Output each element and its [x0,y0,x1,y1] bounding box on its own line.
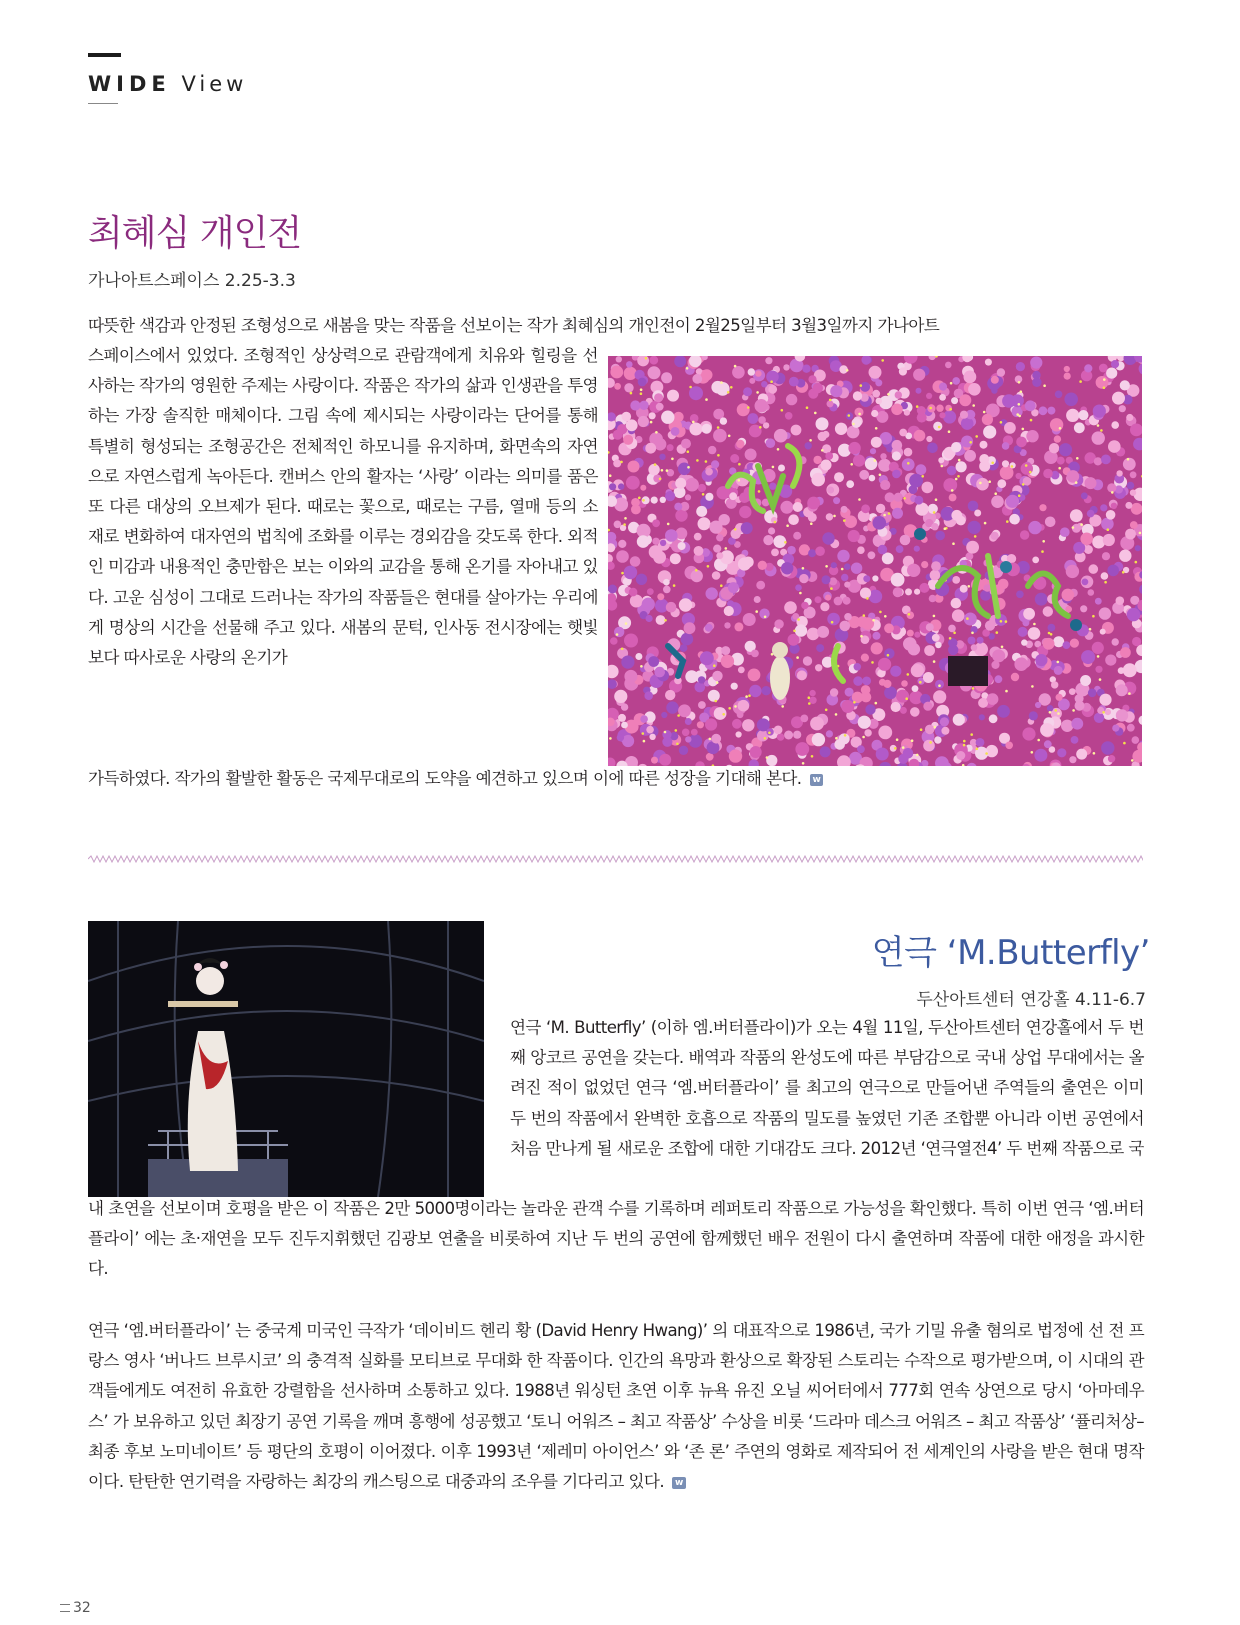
stage-scene [88,921,484,1197]
page-number-value: 32 [73,1600,91,1616]
article1-title: 최혜심 개인전 [88,213,302,254]
painting-artwork [608,356,1142,766]
article1-venue-dates: 가나아트스페이스 2.25-3.3 [88,271,296,291]
end-mark-icon: w [810,774,824,786]
article2-paragraph2 [88,1316,1144,1497]
header-bar [88,53,121,57]
article1-last-line-text: 가득하였다. 작가의 활발한 활동은 국제무대로의 도약을 예견하고 있으며 이에 따른 성장을 기대해 본다. [88,769,802,788]
section-header [88,72,247,96]
article1-wrapped-text: 스페이스에서 있었다. 조형적인 상상력으로 관람객에게 치유와 힐링을 선사하는 작가의 영원한 주제는 사랑이다. 작품은 작가의 삶과 인생관을 투영하는 가장 솔직한 매체이다. 그림 속에 제시되는 사랑이라는 단어를 통해 특별히 형성되는 조형공간은 전체적인 하모니를 유지하며, 화면속의 자연으로 자연스럽게 녹아든다. 캔버스 안의 활자는 ‘사랑’ 이라는 의미를 품은 또 다른 대상의 오브제가 된다. 때로는 꽃으로, 때로는 구름, 열매 등의 소재로 변화하여 대자연의 법칙에 조화를 이루는 경외감을 갖도록 한다. 외적인 미감과 내용적인 충만함은 보는 이와의 교감을 통해 온기를 자아내고 있다. 고운 심성이 그대로 드러나는 작가의 작품들은 현대를 살아가는 우리에게 명상의 시간을 선물해 주고 있다. 새봄의 문턱, 인사동 전시장에는 햇빛보다 따사로운 사랑의 온기가 [88,346,598,668]
section-divider [88,855,1143,863]
end-mark-icon: w [672,1477,686,1489]
section-name-light: View [181,72,248,96]
article2-venue-dates: 두산아트센터 연강홀 4.11-6.7 [916,990,1146,1010]
article1-last-line [88,764,1148,794]
article2-title: 연극 ‘M.Butterfly’ [871,933,1150,973]
article2-paragraph2-text: 연극 ‘엠.버터플라이’ 는 중국계 미국인 극작가 ‘데이비드 헨리 황 (David Henry Hwang)’ 의 대표작으로 1986년, 국가 기밀 유출 혐의로 법정에 선 전 프랑스 영사 ‘버나드 브루시코’ 의 충격적 실화를 모티브로 무대화 한 작품이다. 인간의 욕망과 환상으로 확장된 스토리는 수작으로 평가받으며, 이 시대의 관객들에게도 여전히 유효한 강렬함을 선사하며 소통하고 있다. 1988년 워싱턴 초연 이후 뉴욕 유진 오닐 씨어터에서 777회 연속 상연으로 당시 ‘아마데우스’ 가 보유하고 있던 최장기 공연 기록을 깨며 흥행에 성공했고 ‘토니 어워즈 – 최고 작품상’ 수상을 비롯 ‘드라마 데스크 어워즈 – 최고 작품상’ ‘퓰리처상– 최종 후보 노미네이트’ 등 평단의 호평이 이어졌다. 이후 1993년 ‘제레미 아이언스’ 와 ‘존 론’ 주연의 영화로 제작되어 전 세계인의 사랑을 받은 현대 명작이다. 탄탄한 연기력을 자랑하는 최강의 캐스팅으로 대중과의 조우를 기다리고 있다. [88,1321,1144,1492]
page-number [60,1600,91,1616]
article1-first-line: 따뜻한 색감과 안정된 조형성으로 새봄을 맞는 작품을 선보이는 작가 최혜심의 개인전이 2월25일부터 3월3일까지 가나아트 [88,316,940,335]
flower-painting-image [608,356,1142,766]
article2-wrapped-text: 연극 ‘M. Butterfly’ (이하 엠.버터플라이)가 오는 4월 11일, 두산아트센터 연강홀에서 두 번째 앙코르 공연을 갖는다. 배역과 작품의 완성도에 따른 부담감으로 국내 상업 무대에서는 올려진 적이 없었던 연극 ‘엠.버터플라이’ 를 최고의 연극으로 만들어낸 주역들의 출연은 이미 두 번의 작품에서 완벽한 호흡으로 작품의 밀도를 높였던 기존 조합뿐 아니라 이번 공연에서 처음 만나게 될 새로운 조합에 대한 기대감도 크다. 2012년 ‘연극열전4’ 두 번째 작품으로 국 [510,1018,1144,1158]
stage-photo-image [88,921,484,1197]
section-name-bold: WIDE [88,72,171,96]
header-rule [88,103,118,104]
page-number-dash-icon [60,1604,70,1612]
article2-paragraph1-cont: 내 초연을 선보이며 호평을 받은 이 작품은 2만 5000명이라는 놀라운 관객 수를 기록하며 레퍼토리 작품으로 가능성을 확인했다. 특히 이번 연극 ‘엠.버터플라이’ 에는 초·재연을 모두 진두지휘했던 김광보 연출을 비롯하여 지난 두 번의 공연에 함께했던 배우 전원이 다시 출연하며 작품에 대한 애정을 과시한다. [88,1199,1144,1279]
